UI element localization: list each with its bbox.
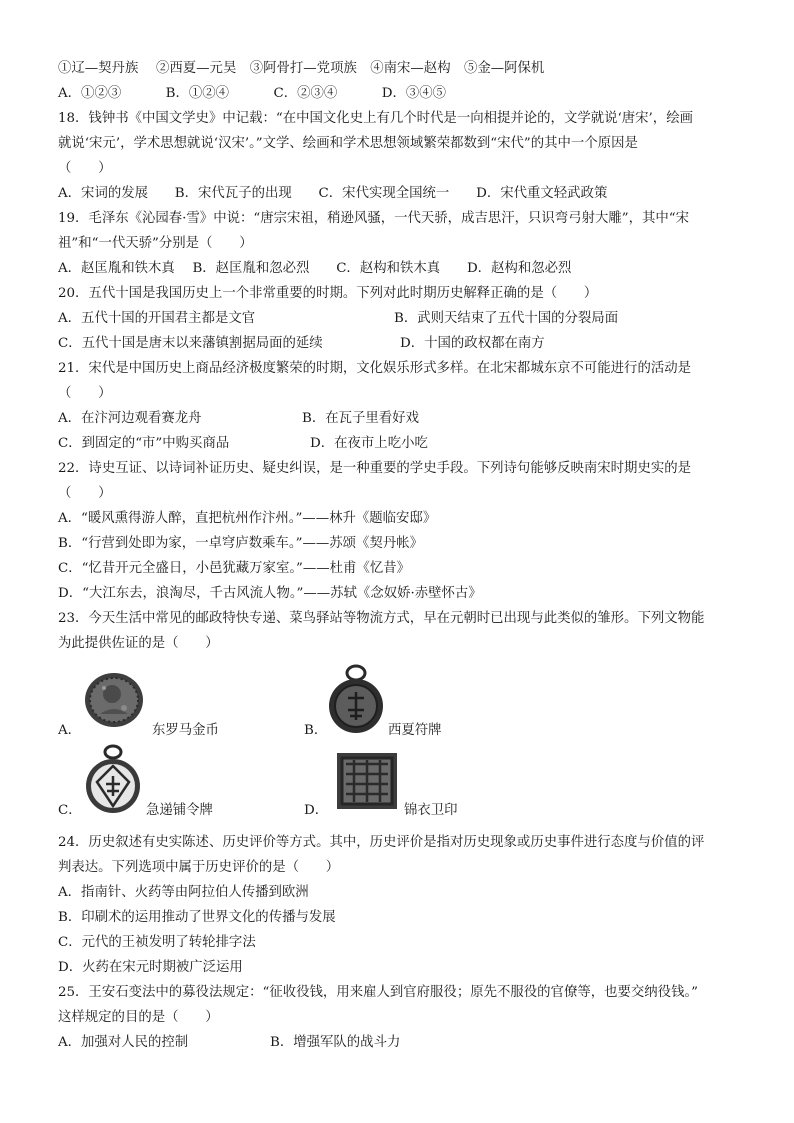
q19-options: A．赵匡胤和铁木真 B．赵匡胤和忽必烈 C．赵构和铁木真 D．赵构和忽必烈 — [58, 261, 572, 276]
q21-blank: （ ） — [58, 386, 112, 401]
q20-option-d: D．十国的政权都在南方 — [400, 336, 545, 351]
q22-option-b: B．“行营到处即为家，一卓穹庐数乘车。”——苏颂《契丹帐》 — [58, 536, 423, 551]
q23-option-a-letter: A． — [58, 723, 82, 738]
q23-option-a-caption: 东罗马金币 — [152, 723, 219, 738]
q18-options: A．宋词的发展 B．宋代瓦子的出现 C．宋代实现全国统一 D．宋代重文轻武政策 — [58, 186, 608, 201]
q23-option-b-caption: 西夏符牌 — [388, 723, 442, 738]
q21-option-b: B．在瓦子里看好戏 — [302, 411, 419, 426]
q20-stem: 20．五代十国是我国历史上一个非常重要的时期。下列对此时期历史解释正确的是（ ） — [58, 286, 598, 301]
q25-option-b: B．增强军队的战斗力 — [270, 1035, 401, 1050]
q18-blank: （ ） — [58, 161, 112, 176]
courier-plaque-icon — [82, 744, 144, 816]
q23-stem-cont: 为此提供佐证的是（ ） — [58, 636, 219, 651]
q22-option-d: D．“大江东去，浪淘尽，千古风流人物。”——苏轼《念奴娇·赤壁怀古》 — [58, 586, 482, 601]
q25-stem-cont: 这样规定的目的是（ ） — [58, 1010, 219, 1025]
q17-items: ①辽—契丹族 ②西夏—元昊 ③阿骨打—党项族 ④南宋—赵构 ⑤金—阿保机 — [58, 61, 545, 76]
gold-coin-icon — [82, 670, 146, 730]
q24-option-c: C．元代的王祯发明了转轮排字法 — [58, 935, 256, 950]
q18-stem-cont: 就说‘宋元’，学术思想就说‘汉宋’。”文学、绘画和学术思想领域繁荣都数到“宋代”的其中一个原因是 — [58, 136, 638, 151]
q24-stem-cont: 判表达。下列选项中属于历史评价的是（ ） — [58, 860, 340, 875]
q22-option-c: C．“忆昔开元全盛日，小邑犹藏万家室。”——杜甫《忆昔》 — [58, 561, 411, 576]
q21-option-a: A．在汴河边观看赛龙舟 — [58, 411, 202, 426]
q23-option-b-letter: B． — [304, 723, 328, 738]
q23-option-c-letter: C． — [58, 803, 82, 818]
q17-options: A．①②③ B．①②④ C．②③④ D．③④⑤ — [58, 86, 447, 101]
q24-stem: 24．历史叙述有史实陈述、历史评价等方式。其中，历史评价是指对历史现象或历史事件进行态度与价值的评 — [58, 835, 705, 850]
q20-option-c: C．五代十国是唐末以来藩镇割据局面的延续 — [58, 336, 323, 351]
q23-option-c-caption: 急递铺令牌 — [146, 803, 213, 818]
q18-stem: 18．钱钟书《中国文学史》中记载：“在中国文化史上有几个时代是一向相提并论的，文学就说‘唐宋’，绘画 — [58, 111, 693, 126]
q19-stem: 19．毛泽东《沁园春·雪》中说：“唐宗宋祖，稍逊风骚，一代天骄，成吉思汗，只识弯弓射大雕”，其中“宋 — [58, 211, 690, 226]
q25-stem: 25．王安石变法中的募役法规定：“征收役钱，用来雇人到官府服役；原先不服役的官僚等，也要交纳役钱。” — [58, 985, 698, 1000]
q22-stem: 22．诗史互证、以诗词补证历史、疑史纠误，是一种重要的学史手段。下列诗句能够反映南宋时期史实的是 — [58, 461, 692, 476]
q21-stem: 21．宋代是中国历史上商品经济极度繁荣的时期，文化娱乐形式多样。在北宋都城东京不可能进行的活动是 — [58, 361, 692, 376]
seal-stamp-icon — [336, 752, 398, 810]
q21-option-c: C．到固定的“市”中购买商品 — [58, 436, 230, 451]
q21-option-d: D．在夜市上吃小吃 — [310, 436, 428, 451]
q20-option-b: B．武则天结束了五代十国的分裂局面 — [394, 311, 619, 326]
q23-stem: 23．今天生活中常见的邮政特快专递、菜鸟驿站等物流方式，早在元朝时已出现与此类似的雏形。下列文物能 — [58, 611, 705, 626]
q25-option-a: A．加强对人民的控制 — [58, 1035, 189, 1050]
q19-stem-cont: 祖”和“一代天骄”分别是（ ） — [58, 236, 253, 251]
q20-option-a: A．五代十国的开国君主都是文官 — [58, 311, 256, 326]
q22-option-a: A．“暖风熏得游人醉，直把杭州作汴州。”——林升《题临安邸》 — [58, 511, 437, 526]
q24-option-b: B．印刷术的运用推动了世界文化的传播与发展 — [58, 910, 336, 925]
q24-option-a: A．指南针、火药等由阿拉伯人传播到欧洲 — [58, 885, 309, 900]
q24-option-d: D．火药在宋元时期被广泛运用 — [58, 960, 243, 975]
q23-option-d-letter: D． — [304, 803, 329, 818]
q22-blank: （ ） — [58, 486, 112, 501]
q23-option-d-caption: 锦衣卫印 — [404, 803, 458, 818]
xixia-token-icon — [326, 664, 386, 736]
